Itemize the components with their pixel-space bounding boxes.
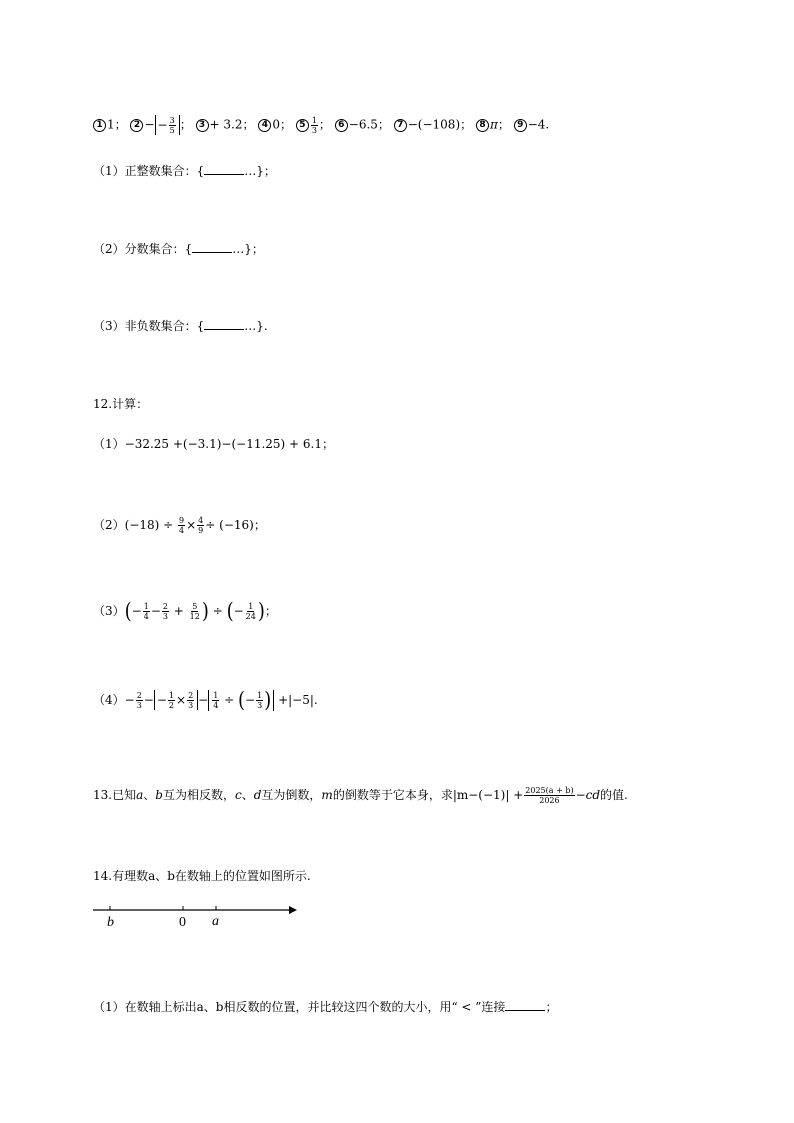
circled-number-9: 9 [514, 119, 527, 132]
fraction: $\frac{1}{3}$ [311, 115, 317, 135]
fraction: $\frac{2}{3}$ [188, 691, 194, 711]
q14-title: 14.有理数a、b在数轴上的位置如图所示. [93, 869, 311, 883]
q11-sub1: （1）正整数集合：{ …}； [93, 164, 276, 178]
q12-part3: （3）(− $\frac{1}{4}$ − $\frac{2}{3}$ + $\frac{5}{12}$ ) ÷ (− $\frac{1}{24}$ )； [93, 598, 277, 624]
label-0: 0 [179, 915, 186, 930]
q12-title: 12.计算： [93, 397, 149, 411]
circled-number-8: 8 [476, 119, 489, 132]
label-b: b [107, 915, 114, 930]
circled-number-3: 3 [196, 119, 209, 132]
arrow-head-icon [289, 906, 297, 914]
answer-blank[interactable] [192, 240, 232, 253]
q14-sub1: （1）在数轴上标出a、b相反数的位置，并比较这四个数的大小，用“ < ”连接 ； [93, 1000, 558, 1014]
abs-value: − $\frac{3}{5}$ [155, 115, 180, 135]
q11-items-line: 1 1； 2 − − $\frac{3}{5}$ ； 3 + 3.2； 4 0； 5 $\frac{1}{3}$ ； 6 −6.5； 7 −(−108)； 8 π； 9 −4. [93, 115, 549, 135]
q12-part4: （4）− $\frac{2}{3}$ − − $\frac{1}{2}$ × $\frac{2}{3}$ − $\frac{1}{4}$ ÷ (− $\frac{1}{3}$ ) +|−5|. [93, 687, 318, 713]
fraction: $\frac{1}{24}$ [245, 602, 256, 621]
abs-value: − $\frac{1}{2}$ × $\frac{2}{3}$ [154, 690, 198, 710]
circled-number-5: 5 [296, 119, 309, 132]
fraction: $\frac{2025(a + b)}{2026}$ [525, 786, 574, 805]
label-a: a [212, 914, 219, 929]
fraction: $\frac{3}{5}$ [169, 116, 175, 135]
fraction: $\frac{1}{3}$ [257, 691, 263, 710]
number-line-figure [93, 902, 303, 934]
circled-number-2: 2 [130, 119, 143, 132]
answer-blank[interactable] [505, 998, 545, 1011]
fraction: $\frac{2}{3}$ [136, 690, 142, 710]
q11-sub2: （2）分数集合：{ …}； [93, 242, 264, 256]
q11-sub3: （3）非负数集合：{ …}. [93, 319, 268, 333]
fraction: $\frac{9}{4}$ [179, 516, 185, 535]
fraction: $\frac{1}{4}$ [143, 602, 149, 621]
circled-number-1: 1 [93, 119, 106, 132]
fraction: $\frac{4}{9}$ [198, 516, 204, 535]
q12-part2: （2）(−18) ÷ $\frac{9}{4}$ × $\frac{4}{9}$ ÷ (−16)； [93, 516, 266, 535]
fraction: $\frac{5}{12}$ [189, 602, 200, 621]
fraction: $\frac{1}{2}$ [168, 691, 175, 711]
abs-value: $\frac{1}{4}$ ÷ (− $\frac{1}{3}$ ) [208, 690, 274, 711]
circled-number-4: 4 [258, 119, 271, 132]
fraction: $\frac{1}{4}$ [213, 691, 219, 710]
q13-text: 13.已知a、b互为相反数，c、d互为倒数，m的倒数等于它本身，求|m−(−1)| + $\frac{2025(a + b)}{2026}$ −cd的值. [93, 786, 628, 805]
q12-part1: （1）−32.25 +(−3.1)−(−11.25) + 6.1； [93, 437, 335, 451]
answer-blank[interactable] [204, 162, 244, 175]
circled-number-6: 6 [335, 119, 348, 132]
fraction: $\frac{2}{3}$ [162, 602, 168, 621]
answer-blank[interactable] [204, 317, 244, 330]
circled-number-7: 7 [394, 119, 407, 132]
